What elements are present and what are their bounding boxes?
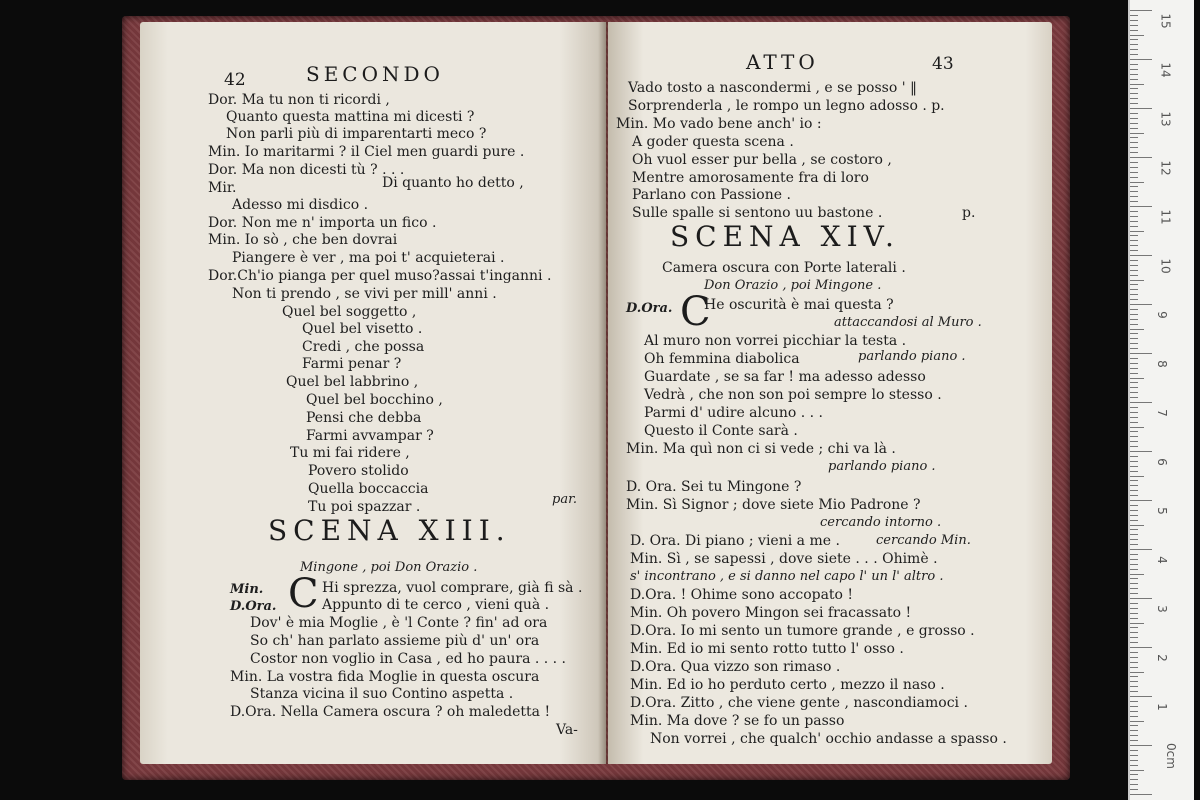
- ruler-tick: [1130, 123, 1138, 124]
- ruler-tick: [1130, 730, 1138, 731]
- right-drop-cap: C: [680, 289, 711, 335]
- ruler-tick: [1130, 289, 1138, 290]
- ruler-tick: [1130, 59, 1152, 60]
- ruler-tick: [1130, 637, 1138, 638]
- ruler-tick: [1130, 333, 1138, 334]
- text-line: Farmi avvampar ?: [306, 428, 434, 444]
- ruler-tick: [1130, 397, 1138, 398]
- ruler-tick: [1130, 196, 1138, 197]
- ruler-tick: [1130, 294, 1138, 295]
- ruler-tick: [1130, 373, 1138, 374]
- ruler-tick: [1130, 696, 1152, 697]
- ruler-tick: [1130, 784, 1138, 785]
- text-line: D.Ora. Io mi sento un tumore grande , e grosso .: [630, 623, 975, 639]
- ruler-tick: [1130, 789, 1138, 790]
- ruler-tick: [1130, 711, 1138, 712]
- ruler-tick: [1130, 69, 1138, 70]
- ruler-tick: [1130, 544, 1138, 545]
- ruler-tick: [1130, 721, 1144, 722]
- text-line: Min. La vostra fida Moglie in questa oscura: [230, 669, 540, 685]
- ruler-tick: [1130, 49, 1138, 50]
- ruler-tick: [1130, 476, 1144, 477]
- ruler-label: 2: [1154, 654, 1169, 662]
- ruler-tick: [1130, 549, 1152, 550]
- ruler-tick: [1130, 583, 1138, 584]
- ruler-tick: [1130, 152, 1138, 153]
- ruler-label: 9: [1154, 311, 1169, 319]
- text-line: cercando Min.: [876, 533, 971, 548]
- ruler-tick: [1130, 245, 1138, 246]
- ruler-tick: [1130, 324, 1138, 325]
- ruler-tick: [1130, 770, 1144, 771]
- text-line: So ch' han parlato assieme più d' un' ora: [250, 633, 540, 649]
- left-running-head: SECONDO: [306, 62, 444, 86]
- text-line: Dor. Non me n' importa un fico .: [208, 215, 437, 231]
- text-line: p.: [962, 205, 976, 221]
- ruler-tick: [1130, 539, 1138, 540]
- text-line: Credi , che possa: [302, 339, 425, 355]
- text-line: parlando piano .: [858, 349, 966, 364]
- ruler-tick: [1130, 559, 1138, 560]
- ruler-tick: [1130, 676, 1138, 677]
- text-line: A goder questa scena .: [632, 134, 794, 150]
- text-line: Vedrà , che non son poi sempre lo stesso .: [644, 387, 942, 403]
- ruler-tick: [1130, 235, 1138, 236]
- ruler-tick: [1130, 657, 1138, 658]
- text-line: Parlano con Passione .: [632, 187, 791, 203]
- ruler-tick: [1130, 265, 1138, 266]
- ruler-tick: [1130, 412, 1138, 413]
- text-line: Adesso mi disdico .: [232, 197, 369, 213]
- ruler-tick: [1130, 358, 1138, 359]
- ruler-tick: [1130, 745, 1152, 746]
- ruler-tick: [1130, 647, 1152, 648]
- ruler-tick: [1130, 39, 1138, 40]
- ruler-tick: [1130, 368, 1138, 369]
- ruler-tick: [1130, 515, 1138, 516]
- ruler-tick: [1130, 505, 1138, 506]
- ruler-tick: [1130, 309, 1138, 310]
- ruler-tick: [1130, 299, 1138, 300]
- ruler-tick: [1130, 162, 1138, 163]
- ruler-tick: [1130, 260, 1138, 261]
- ruler-tick: [1130, 226, 1138, 227]
- text-line: Al muro non vorrei picchiar la testa .: [644, 333, 907, 349]
- ruler-tick: [1130, 500, 1152, 501]
- text-line: Mir.: [208, 180, 237, 196]
- ruler-tick: [1130, 417, 1138, 418]
- text-line: attaccandosi al Muro .: [834, 315, 982, 330]
- text-line: D. Ora. Sei tu Mingone ?: [626, 479, 802, 495]
- ruler-tick: [1130, 304, 1152, 305]
- text-line: Guardate , se sa far ! ma adesso adesso: [644, 369, 926, 385]
- text-line: Farmi penar ?: [302, 356, 402, 372]
- text-line: Dor. Ma tu non ti ricordi ,: [208, 92, 390, 108]
- ruler-label: 6: [1154, 458, 1169, 466]
- ruler-tick: [1130, 466, 1138, 467]
- left-page: [140, 22, 606, 764]
- left-page-number: 42: [224, 70, 246, 90]
- ruler-tick: [1130, 402, 1152, 403]
- text-line: Min. Io maritarmi ? il Ciel men guardi pure .: [208, 144, 525, 160]
- ruler-tick: [1130, 270, 1138, 271]
- text-line: He oscurità è mai questa ?: [704, 297, 894, 313]
- ruler-tick: [1130, 779, 1138, 780]
- text-line: D. Ora. Di piano ; vieni a me .: [630, 533, 840, 549]
- ruler-tick: [1130, 137, 1138, 138]
- ruler-tick: [1130, 30, 1138, 31]
- ruler-tick: [1130, 554, 1138, 555]
- ruler-label: 15: [1158, 13, 1173, 29]
- ruler-tick: [1130, 618, 1138, 619]
- ruler-tick: [1130, 172, 1138, 173]
- text-line: Quella boccaccia: [308, 481, 429, 497]
- ruler-tick: [1130, 578, 1138, 579]
- ruler-tick: [1130, 133, 1144, 134]
- text-line: D.Ora.: [230, 599, 277, 614]
- ruler-tick: [1130, 436, 1138, 437]
- ruler-tick: [1130, 314, 1138, 315]
- ruler-tick: [1130, 480, 1138, 481]
- ruler-tick: [1130, 686, 1138, 687]
- ruler-label: 5: [1154, 507, 1169, 515]
- ruler-tick: [1130, 15, 1138, 16]
- ruler-tick: [1130, 456, 1138, 457]
- ruler-tick: [1130, 760, 1138, 761]
- text-line: D.Ora.: [626, 301, 673, 316]
- ruler-tick: [1130, 603, 1138, 604]
- text-line: s' incontrano , e si danno nel capo l' un l' altro .: [630, 569, 944, 584]
- right-page-number: 43: [932, 54, 954, 74]
- ruler-tick: [1130, 627, 1138, 628]
- text-line: Appunto di te cerco , vieni quà .: [322, 597, 550, 613]
- text-line: Min. Ma quì non ci si vede ; chi va là .: [626, 441, 896, 457]
- ruler-tick: [1130, 338, 1138, 339]
- ruler-tick: [1130, 529, 1138, 530]
- ruler-tick: [1130, 54, 1138, 55]
- text-line: Quel bel soggetto ,: [282, 304, 417, 320]
- ruler-tick: [1130, 632, 1138, 633]
- ruler-tick: [1130, 353, 1152, 354]
- ruler-tick: [1130, 84, 1144, 85]
- text-line: Stanza vicina il suo Contino aspetta .: [250, 686, 514, 702]
- text-line: Mentre amorosamente fra di loro: [632, 170, 869, 186]
- ruler-label: 0cm: [1163, 743, 1178, 769]
- ruler-label: 8: [1154, 360, 1169, 368]
- text-line: Tu mi fai ridere ,: [290, 445, 410, 461]
- text-line: Costor non voglio in Casa , ed ho paura . . . .: [250, 651, 567, 667]
- text-line: D.Ora. Nella Camera oscura ? oh maledetta !: [230, 704, 551, 720]
- ruler-label: 13: [1158, 111, 1173, 127]
- ruler-tick: [1130, 613, 1138, 614]
- text-line: Questo il Conte sarà .: [644, 423, 798, 439]
- ruler-tick: [1130, 623, 1144, 624]
- ruler-tick: [1130, 642, 1138, 643]
- ruler-tick: [1130, 672, 1144, 673]
- ruler-tick: [1130, 64, 1138, 65]
- text-line: Min.: [230, 582, 264, 597]
- text-line: Quel bel bocchino ,: [306, 392, 443, 408]
- ruler-tick: [1130, 495, 1138, 496]
- ruler-tick: [1130, 88, 1138, 89]
- ruler-tick: [1130, 569, 1138, 570]
- ruler-tick: [1130, 490, 1138, 491]
- text-line: Oh vuol esser pur bella , se costoro ,: [632, 152, 892, 168]
- ruler-tick: [1130, 608, 1138, 609]
- ruler-tick: [1130, 593, 1138, 594]
- ruler-tick: [1130, 598, 1152, 599]
- measuring-ruler: [1128, 0, 1194, 800]
- text-line: Pensi che debba: [306, 410, 422, 426]
- ruler-tick: [1130, 382, 1138, 383]
- ruler-label: 7: [1154, 409, 1169, 417]
- ruler-tick: [1130, 44, 1138, 45]
- right-running-head: ATTO: [746, 50, 819, 74]
- text-line: Oh femmina diabolica: [644, 351, 800, 367]
- ruler-tick: [1130, 25, 1138, 26]
- text-line: Mingone , poi Don Orazio .: [300, 560, 478, 575]
- ruler-tick: [1130, 652, 1138, 653]
- ruler-tick: [1130, 588, 1138, 589]
- text-line: Hi sprezza, vuol comprare, già fi sà .: [322, 580, 583, 596]
- text-line: Don Orazio , poi Mingone .: [704, 278, 882, 293]
- ruler-tick: [1130, 427, 1144, 428]
- text-line: Min. Io sò , che ben dovrai: [208, 232, 398, 248]
- text-line: Min. Ed io mi sento rotto tutto l' osso .: [630, 641, 904, 657]
- ruler-tick: [1130, 564, 1138, 565]
- ruler-tick: [1130, 147, 1138, 148]
- ruler-tick: [1130, 662, 1138, 663]
- text-line: par.: [552, 492, 577, 507]
- text-line: Vado tosto a nascondermi , e se posso ' ‖: [628, 80, 918, 96]
- text-line: Min. Mo vado bene anch' io :: [616, 116, 822, 132]
- ruler-tick: [1130, 716, 1138, 717]
- ruler-tick: [1130, 103, 1138, 104]
- ruler-tick: [1130, 574, 1144, 575]
- text-line: Quanto questa mattina mi dicesti ?: [226, 109, 475, 125]
- ruler-tick: [1130, 98, 1138, 99]
- ruler-tick: [1130, 461, 1138, 462]
- text-line: D.Ora. Qua vizzo son rimaso .: [630, 659, 841, 675]
- text-line: Dor.Ch'io pianga per quel muso?assai t'inganni .: [208, 268, 552, 284]
- ruler-tick: [1130, 329, 1144, 330]
- ruler-tick: [1130, 142, 1138, 143]
- right-page: [608, 22, 1052, 764]
- text-line: Va-: [556, 722, 578, 738]
- text-line: Non vorrei , che qualch' occhio andasse a spasso .: [650, 731, 1007, 747]
- ruler-tick: [1130, 343, 1138, 344]
- ruler-tick: [1130, 750, 1138, 751]
- ruler-tick: [1130, 525, 1144, 526]
- ruler-tick: [1130, 407, 1138, 408]
- text-line: Min. Ma dove ? se fo un passo: [630, 713, 845, 729]
- text-line: Di quanto ho detto ,: [382, 175, 524, 191]
- ruler-tick: [1130, 691, 1138, 692]
- ruler-tick: [1130, 735, 1138, 736]
- ruler-tick: [1130, 392, 1138, 393]
- ruler-tick: [1130, 765, 1138, 766]
- text-line: D.Ora. Zitto , che viene gente , nascondiamoci .: [630, 695, 968, 711]
- ruler-tick: [1130, 378, 1144, 379]
- ruler-tick: [1130, 255, 1152, 256]
- ruler-tick: [1130, 167, 1138, 168]
- text-line: cercando intorno .: [820, 515, 942, 530]
- ruler-label: 10: [1158, 258, 1173, 274]
- ruler-tick: [1130, 74, 1138, 75]
- text-line: Piangere è ver , ma poi t' acquieterai .: [232, 250, 505, 266]
- ruler-tick: [1130, 128, 1138, 129]
- ruler-tick: [1130, 510, 1138, 511]
- ruler-tick: [1130, 348, 1138, 349]
- ruler-tick: [1130, 79, 1138, 80]
- ruler-tick: [1130, 446, 1138, 447]
- ruler-tick: [1130, 206, 1152, 207]
- ruler-tick: [1130, 485, 1138, 486]
- text-line: Min. Sì Signor ; dove siete Mio Padrone ?: [626, 497, 921, 513]
- ruler-tick: [1130, 216, 1138, 217]
- ruler-tick: [1130, 422, 1138, 423]
- ruler-tick: [1130, 182, 1144, 183]
- ruler-label: 3: [1154, 605, 1169, 613]
- scene-title-xiii: SCENA XIII.: [268, 514, 511, 547]
- text-line: Dor. Ma non dicesti tù ? . . .: [208, 162, 405, 178]
- ruler-tick: [1130, 706, 1138, 707]
- ruler-tick: [1130, 319, 1138, 320]
- ruler-tick: [1130, 93, 1138, 94]
- ruler-tick: [1130, 20, 1138, 21]
- ruler-label: 1: [1154, 703, 1169, 711]
- ruler-label: 4: [1154, 556, 1169, 564]
- text-line: Dov' è mia Moglie , è 'l Conte ? fin' ad ora: [250, 615, 548, 631]
- text-line: Non parli più di imparentarti meco ?: [226, 126, 487, 142]
- text-line: Non ti prendo , se vivi per mill' anni .: [232, 286, 497, 302]
- ruler-tick: [1130, 363, 1138, 364]
- text-line: Min. Sì , se sapessi , dove siete . . . Ohimè .: [630, 551, 938, 567]
- text-line: Quel bel visetto .: [302, 321, 423, 337]
- ruler-tick: [1130, 280, 1144, 281]
- ruler-tick: [1130, 118, 1138, 119]
- ruler-tick: [1130, 740, 1138, 741]
- ruler-label: 12: [1158, 160, 1173, 176]
- text-line: Camera oscura con Porte laterali .: [662, 260, 906, 276]
- ruler-tick: [1130, 667, 1138, 668]
- ruler-tick: [1130, 471, 1138, 472]
- ruler-tick: [1130, 10, 1152, 11]
- ruler-label: 11: [1158, 209, 1173, 225]
- ruler-tick: [1130, 177, 1138, 178]
- text-line: Min. Ed io ho perduto certo , mezzo il naso .: [630, 677, 945, 693]
- scene-title-xiv: SCENA XIV.: [670, 220, 900, 253]
- ruler-tick: [1130, 221, 1138, 222]
- ruler-tick: [1130, 534, 1138, 535]
- ruler-tick: [1130, 701, 1138, 702]
- text-line: Parmi d' udire alcuno . . .: [644, 405, 824, 421]
- ruler-tick: [1130, 35, 1144, 36]
- text-line: Sulle spalle si sentono uu bastone .: [632, 205, 883, 221]
- ruler-tick: [1130, 186, 1138, 187]
- ruler-tick: [1130, 201, 1138, 202]
- ruler-tick: [1130, 275, 1138, 276]
- ruler-tick: [1130, 725, 1138, 726]
- ruler-tick: [1130, 231, 1144, 232]
- text-line: Quel bel labbrino ,: [286, 374, 419, 390]
- ruler-tick: [1130, 113, 1138, 114]
- ruler-tick: [1130, 755, 1138, 756]
- ruler-tick: [1130, 191, 1138, 192]
- ruler-tick: [1130, 441, 1138, 442]
- ruler-tick: [1130, 431, 1138, 432]
- text-line: Povero stolido: [308, 463, 409, 479]
- text-line: Min. Oh povero Mingon sei fracassato !: [630, 605, 912, 621]
- ruler-tick: [1130, 157, 1152, 158]
- ruler-tick: [1130, 681, 1138, 682]
- ruler-tick: [1130, 387, 1138, 388]
- text-line: D.Ora. ! Ohime sono accopato !: [630, 587, 854, 603]
- ruler-tick: [1130, 774, 1138, 775]
- text-line: Sorprenderla , le rompo un legno adosso . p.: [628, 98, 945, 114]
- ruler-tick: [1130, 520, 1138, 521]
- ruler-tick: [1130, 240, 1138, 241]
- ruler-tick: [1130, 284, 1138, 285]
- ruler-tick: [1130, 794, 1152, 795]
- ruler-tick: [1130, 108, 1152, 109]
- ruler-tick: [1130, 451, 1152, 452]
- ruler-label: 14: [1158, 62, 1173, 78]
- ruler-tick: [1130, 250, 1138, 251]
- left-drop-cap: C: [288, 571, 319, 617]
- ruler-tick: [1130, 211, 1138, 212]
- text-line: Tu poi spazzar .: [308, 499, 421, 515]
- text-line: parlando piano .: [828, 459, 936, 474]
